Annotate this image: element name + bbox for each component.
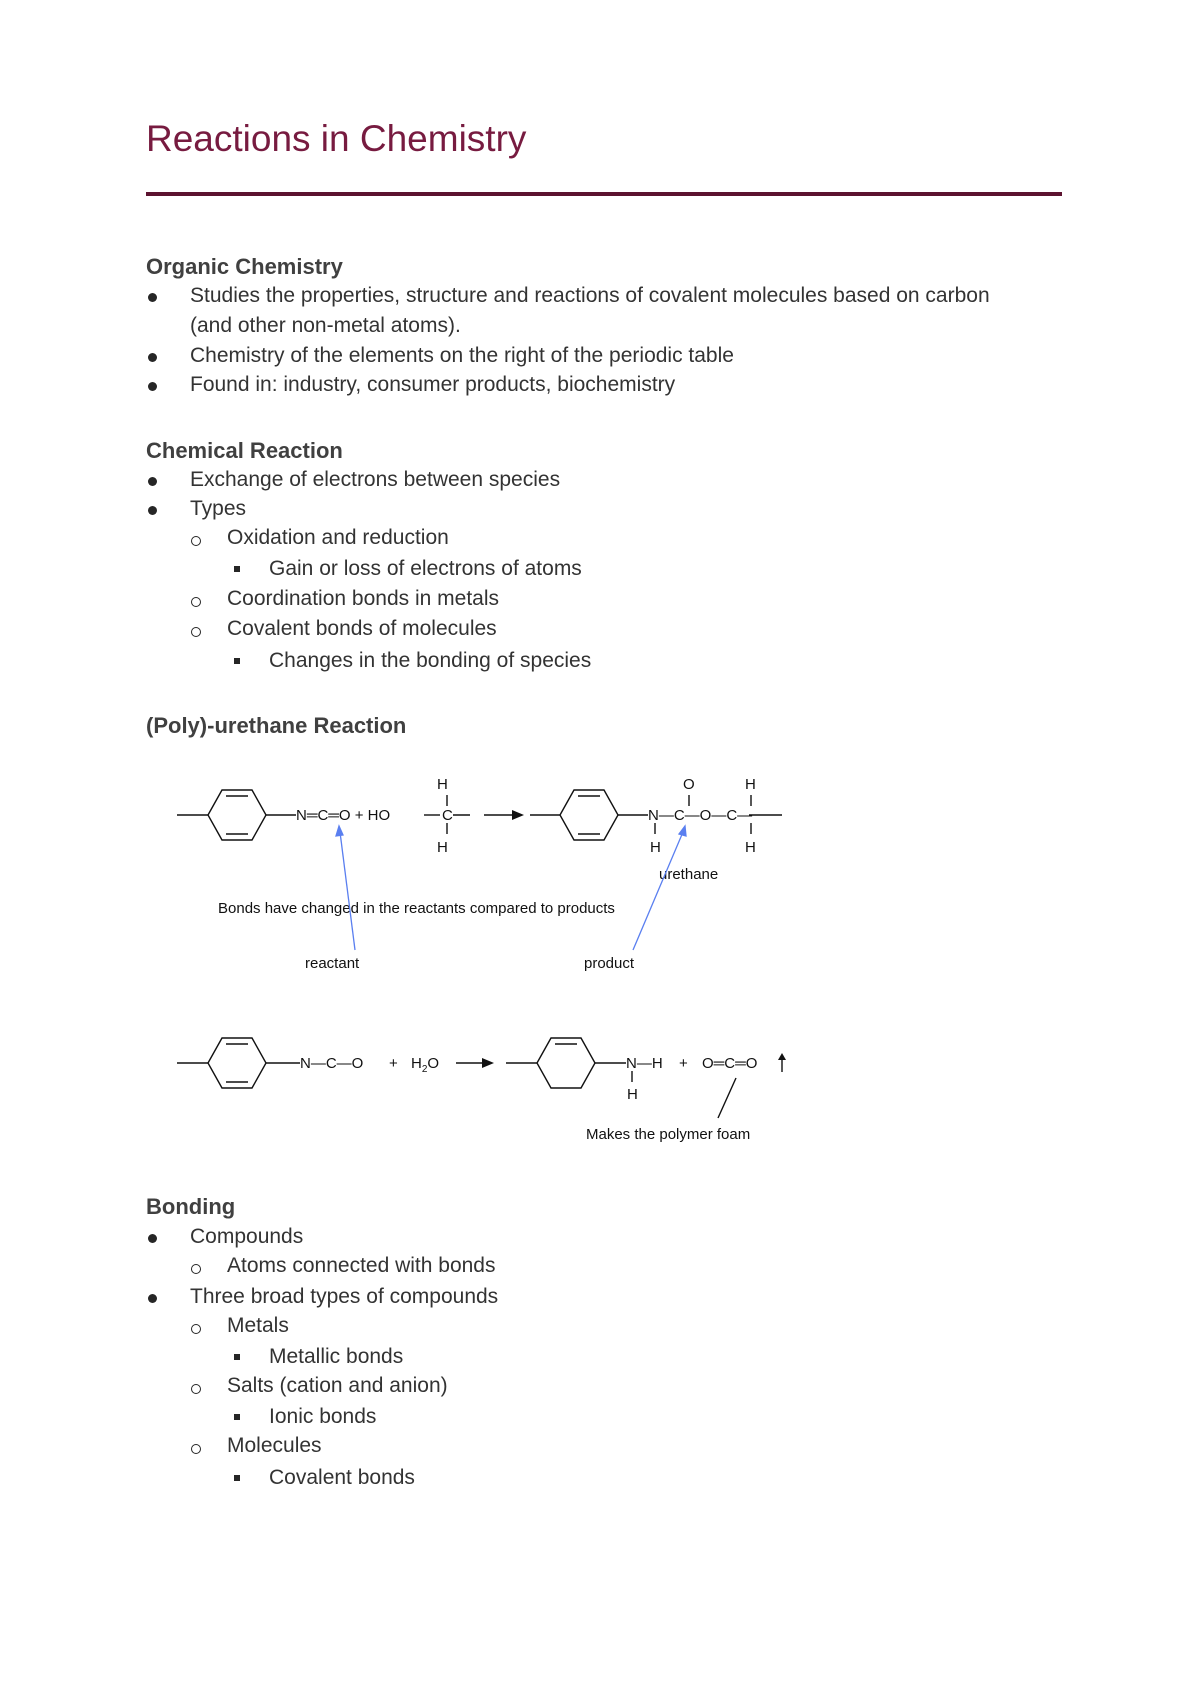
reactant-isocyanate-hydroxyl: N═C═O + HO: [296, 807, 391, 824]
atom-hydrogen: H: [437, 776, 448, 793]
water-h: H: [411, 1055, 422, 1072]
benzene-ring-isocyanate: [177, 1038, 300, 1088]
water-subscript: 2: [421, 1064, 428, 1075]
reaction-sub-2: Coordination bonds in metals: [227, 587, 499, 610]
bonding-metals: Metals: [227, 1314, 289, 1337]
atom-carbon: C: [442, 807, 453, 824]
bonding-ionic-bonds: Ionic bonds: [269, 1405, 377, 1428]
amine-group: N—H: [626, 1055, 663, 1072]
atom-hydrogen: H: [745, 839, 756, 856]
bullet-circle: [191, 1324, 201, 1334]
water-molecule: [411, 1055, 439, 1075]
bullet-square: [234, 1475, 240, 1481]
label-reactant: reactant: [305, 955, 360, 972]
carbon-dioxide: O═C═O: [702, 1055, 758, 1072]
reaction-bullet-1: Exchange of electrons between species: [190, 468, 561, 491]
reaction-sub-3a: Changes in the bonding of species: [269, 649, 592, 672]
reaction-arrow: [456, 1058, 494, 1068]
label-polymer-foam: Makes the polymer foam: [586, 1126, 751, 1143]
benzene-ring-amine: [506, 1038, 632, 1088]
organic-bullet-1-line-2: (and other non-metal atoms).: [190, 314, 461, 337]
atom-oxygen: O: [683, 776, 695, 793]
pointer-line: [718, 1078, 736, 1118]
label-product: product: [584, 955, 635, 972]
document-title: Reactions in Chemistry: [146, 118, 527, 159]
bonding-sub-1a: Atoms connected with bonds: [227, 1254, 496, 1277]
isocyanate-group: N—C—O: [300, 1055, 364, 1072]
gas-release-arrow-icon: [778, 1053, 786, 1072]
bonding-metallic-bonds: Metallic bonds: [269, 1345, 404, 1368]
plus-sign: +: [389, 1055, 398, 1072]
organic-bullet-1-line-1: Studies the properties, structure and reactions of covalent molecules based on carbon: [190, 284, 990, 307]
bonding-salts: Salts (cation and anion): [227, 1374, 448, 1397]
water-o: O: [427, 1055, 440, 1072]
bonding-molecules: Molecules: [227, 1434, 322, 1457]
reaction-bullet-2: Types: [190, 497, 247, 520]
atom-hydrogen: H: [650, 839, 661, 856]
bullet-circle: [191, 1264, 201, 1274]
bonding-bullet-2: Three broad types of compounds: [190, 1285, 499, 1308]
benzene-ring-reactant: [177, 790, 296, 840]
label-bonds-changed: Bonds have changed in the reactants compared to products: [218, 900, 615, 917]
reaction-sub-1: Oxidation and reduction: [227, 526, 449, 549]
benzene-ring-product: [530, 790, 648, 840]
heading-organic-chemistry: Organic Chemistry: [146, 254, 343, 279]
heading-polyurethane-reaction: (Poly)-urethane Reaction: [146, 713, 407, 738]
heading-bonding: Bonding: [146, 1194, 236, 1219]
product-urethane-chain: N—C—O—C—: [648, 807, 753, 824]
organic-bullet-3: Found in: industry, consumer products, biochemistry: [190, 373, 676, 396]
pointer-lines: [336, 826, 686, 950]
bullet-square: [234, 1354, 240, 1360]
organic-bullet-2: Chemistry of the elements on the right of the periodic table: [190, 344, 734, 367]
bullet-dot: [148, 1294, 157, 1303]
atom-hydrogen: H: [627, 1086, 638, 1103]
reaction-sub-3: Covalent bonds of molecules: [227, 617, 497, 640]
bonding-covalent-bonds: Covalent bonds: [269, 1466, 415, 1489]
bullet-circle: [191, 1384, 201, 1394]
atom-hydrogen: H: [745, 776, 756, 793]
heading-chemical-reaction: Chemical Reaction: [146, 438, 343, 463]
reaction-sub-1a: Gain or loss of electrons of atoms: [269, 557, 582, 580]
plus-sign: +: [679, 1055, 688, 1072]
bullet-dot: [148, 1234, 157, 1243]
atom-hydrogen: H: [437, 839, 448, 856]
bullet-circle: [191, 1444, 201, 1454]
bullet-square: [234, 1414, 240, 1420]
reaction-arrow: [484, 810, 524, 820]
label-urethane: urethane: [659, 866, 719, 883]
bonding-bullet-1: Compounds: [190, 1225, 304, 1248]
